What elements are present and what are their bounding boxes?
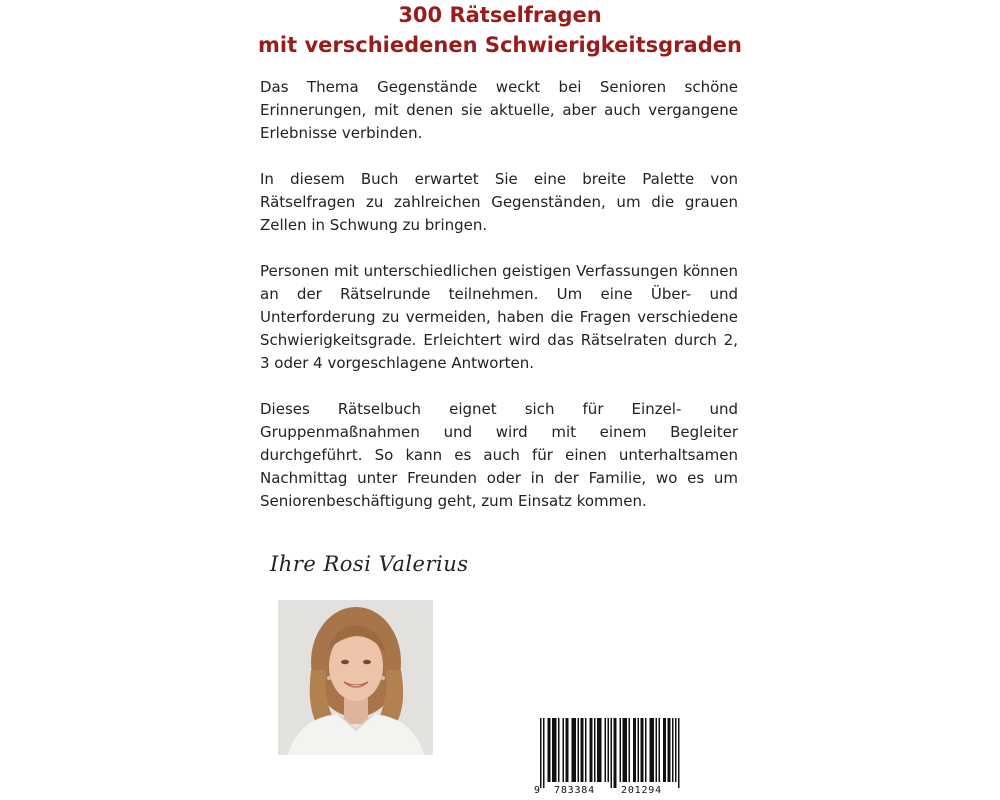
barcode-bar xyxy=(645,718,647,782)
barcode-bar xyxy=(633,718,635,782)
barcode-bar xyxy=(626,718,628,782)
barcode-bar xyxy=(641,718,643,782)
blurb-paragraph-4: Dieses Rätselbuch eignet sich für Einzel- und Gruppenmaßnahmen und wird mit einem Begleiter durchgeführt. So kann es auch für einen unterhaltsamen Nachmittag unter Freunden oder in der Familie, wo es um Seniorenbeschäftigung geht, zum Einsatz kommen. xyxy=(260,400,738,510)
barcode-bar xyxy=(668,718,670,782)
blurb-paragraph-3: Personen mit unterschiedlichen geistigen Verfassungen können an der Rätselrunde teilnehmen. Um eine Über- und Unterforderung zu vermeiden, haben die Fragen verschiedene Schwierigkeitsgrade. Erleichtert wird das Rätselraten durch 2, 3 oder 4 vorgeschlagene Antworten. xyxy=(260,262,738,372)
barcode-bar xyxy=(585,718,587,782)
barcode-bar xyxy=(563,718,565,782)
barcode-bar xyxy=(575,718,577,782)
barcode-bar xyxy=(638,718,640,782)
barcode-bar xyxy=(558,718,560,782)
barcode-bar xyxy=(675,718,677,782)
author-portrait xyxy=(278,600,433,755)
barcode-bar xyxy=(549,718,551,782)
author-signature: Ihre Rosi Valerius xyxy=(270,552,469,576)
barcode-bar xyxy=(659,718,661,782)
barcode-bar xyxy=(566,718,568,782)
barcode-bar xyxy=(582,718,584,782)
barcode-bar xyxy=(555,718,557,782)
barcode-bar xyxy=(624,718,626,782)
barcode-bar xyxy=(635,718,637,782)
barcode-digit-first: 9 xyxy=(534,785,541,796)
isbn-barcode xyxy=(532,718,682,800)
blurb-paragraph-2: In diesem Buch erwartet Sie eine breite Palette von Rätselfragen zu zahlreichen Gegenständen, um die grauen Zellen in Schwung zu bringen. xyxy=(260,170,738,234)
barcode-bar xyxy=(567,718,569,782)
blurb-paragraph-1: Das Thema Gegenstände weckt bei Senioren schöne Erinnerungen, mit denen sie aktuelle, aber auch vergangene Erlebnisse verbinden. xyxy=(260,78,738,142)
barcode-bar xyxy=(672,718,674,782)
barcode-bar xyxy=(678,718,680,788)
barcode-bar xyxy=(614,718,616,788)
barcode-bar xyxy=(620,718,622,782)
barcode-bar xyxy=(669,718,671,782)
barcode-bar xyxy=(552,718,554,782)
barcode-bar xyxy=(599,718,601,782)
barcode-group-right: 201294 xyxy=(621,785,662,796)
barcode-bar xyxy=(642,718,644,782)
barcode-bar xyxy=(605,718,607,782)
barcode-bar xyxy=(665,718,667,782)
barcode-bar xyxy=(663,718,665,782)
barcode-bar xyxy=(554,718,556,782)
barcode-bar xyxy=(578,718,580,782)
barcode-bars xyxy=(532,718,682,788)
barcode-bar xyxy=(653,718,655,782)
barcode-bar xyxy=(573,718,575,782)
barcode-bar xyxy=(600,718,602,782)
barcode-digits xyxy=(532,782,682,798)
barcode-group-left: 783384 xyxy=(554,785,595,796)
barcode-bar xyxy=(543,718,545,788)
barcode-bar xyxy=(608,718,610,782)
barcode-bar xyxy=(590,718,592,782)
barcode-bar xyxy=(540,718,542,788)
barcode-bar xyxy=(581,718,583,782)
barcode-bar xyxy=(651,718,653,782)
barcode-bar xyxy=(623,718,625,782)
barcode-bar xyxy=(594,718,596,782)
barcode-bar xyxy=(615,718,617,788)
blurb-text xyxy=(260,76,738,536)
barcode-bar xyxy=(572,718,574,782)
barcode-bar xyxy=(650,718,652,782)
cover-subtitle: mit verschiedenen Schwierigkeitsgraden xyxy=(258,33,742,57)
cover-title: 300 Rätselfragen xyxy=(398,3,602,27)
barcode-bar xyxy=(629,718,631,782)
barcode-bar xyxy=(591,718,593,782)
portrait-image xyxy=(278,600,433,755)
barcode-bar xyxy=(656,718,658,782)
barcode-bar xyxy=(548,718,550,782)
barcode-bar xyxy=(597,718,599,782)
barcode-bar xyxy=(611,718,613,788)
